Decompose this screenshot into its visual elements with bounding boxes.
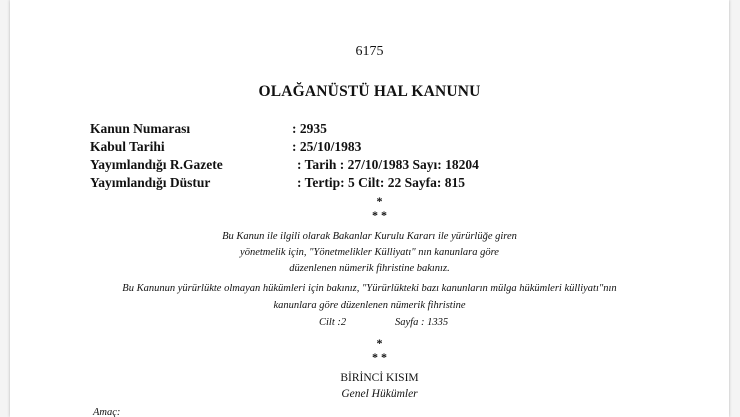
meta-value-dustur: : Tertip: 5 Cilt: 22 Sayfa: 815 xyxy=(297,175,465,190)
volume-reference: Cilt :2 xyxy=(319,317,347,328)
note-line: kanunlara göre düzenlenen nümerik fihristine xyxy=(273,300,466,311)
meta-value-acceptance-date: : 25/10/1983 xyxy=(292,139,362,154)
section-subheading: Genel Hükümler xyxy=(341,388,418,400)
page-reference: Sayfa : 1335 xyxy=(395,317,449,328)
note-line: düzenlenen nümerik fihristine bakınız. xyxy=(289,263,450,274)
law-title: OLAĞANÜSTÜ HAL KANUNU xyxy=(258,83,481,100)
section-heading: BİRİNCİ KISIM xyxy=(340,372,419,384)
note-line: yönetmelik için, "Yönetmelikler Külliyatı" nın kanunlara göre xyxy=(240,247,499,258)
page-number: 6175 xyxy=(355,44,384,59)
meta-label-law-number: Kanun Numarası xyxy=(90,121,191,136)
separator-stars: * * xyxy=(372,350,387,364)
document-page xyxy=(10,0,729,417)
meta-label-acceptance-date: Kabul Tarihi xyxy=(90,139,165,154)
separator-stars: * * xyxy=(372,208,387,222)
meta-value-law-number: : 2935 xyxy=(292,121,327,136)
note-line: Bu Kanun ile ilgili olarak Bakanlar Kurulu Kararı ile yürürlüğe giren xyxy=(222,231,517,242)
separator-star: * xyxy=(376,194,383,208)
meta-label-gazette: Yayımlandığı R.Gazete xyxy=(90,157,223,172)
note-line: Bu Kanunun yürürlükte olmayan hükümleri için bakınız, "Yürürlükteki bazı kanunların mülga hükümleri külliyatı"nın xyxy=(122,283,617,294)
separator-star: * xyxy=(376,336,383,350)
article-heading-partial: Amaç: xyxy=(93,407,121,417)
meta-value-gazette: : Tarih : 27/10/1983 Sayı: 18204 xyxy=(297,157,479,172)
meta-label-dustur: Yayımlandığı Düstur xyxy=(90,175,211,190)
